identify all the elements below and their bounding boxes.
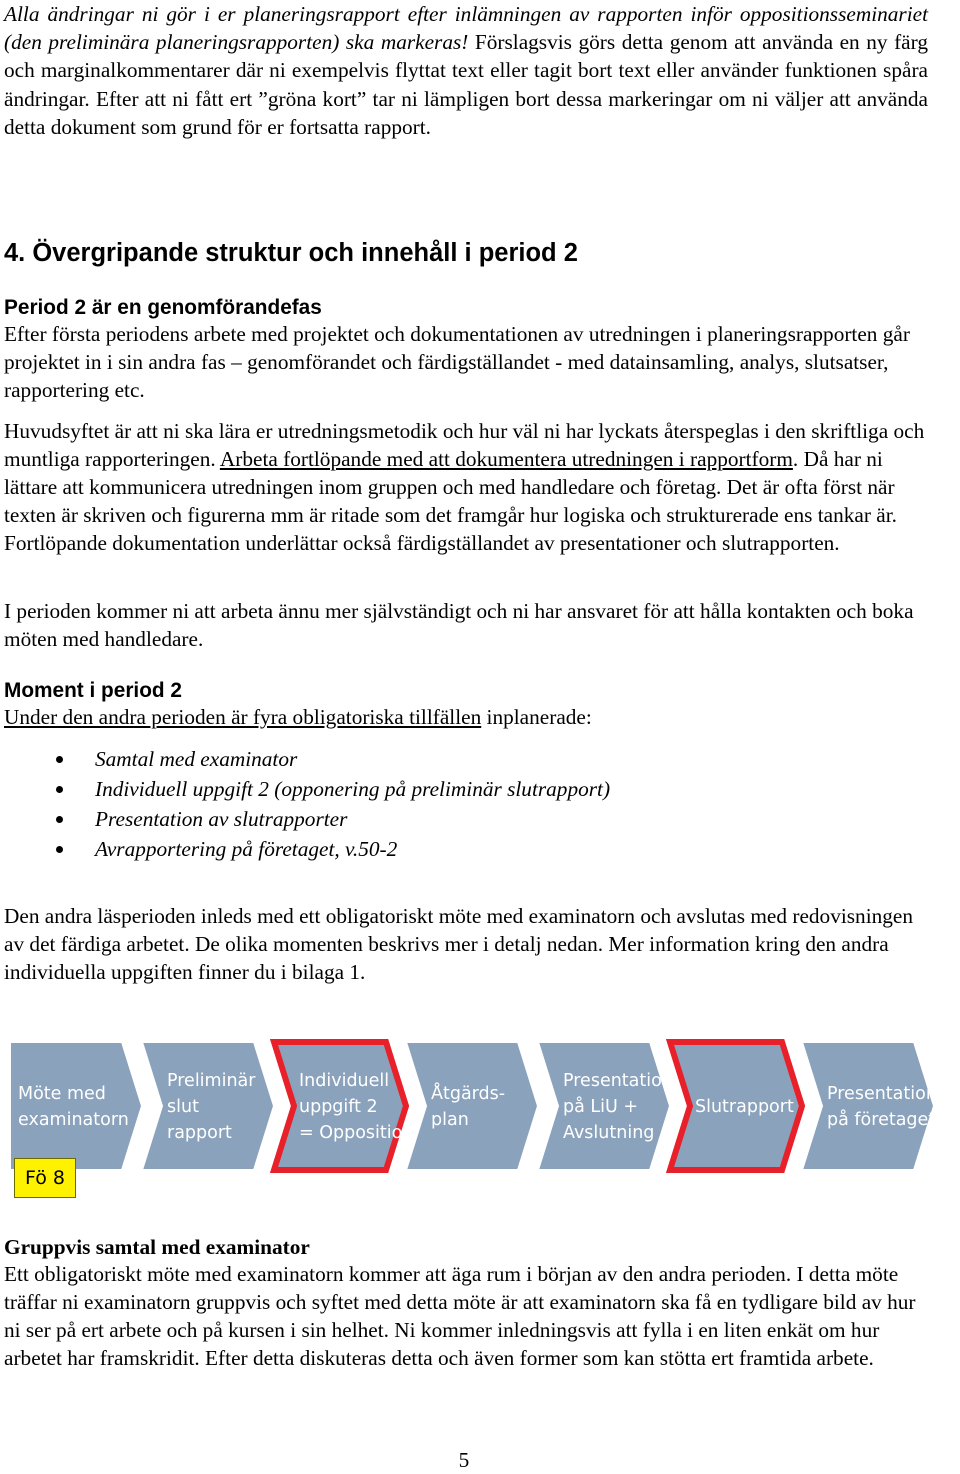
flow-step-label: examinatorn [18,1110,129,1130]
bullet-icon [56,846,63,853]
intro-paragraph [4,0,928,141]
flow-step-label: Möte med [18,1084,106,1104]
flow-step-shape [802,1042,934,1170]
moments-heading: Moment i period 2 [4,679,182,702]
flow-step-label: Avslutning [563,1123,655,1143]
section-heading: 4. Övergripande struktur och innehåll i period 2 [4,239,578,267]
flow-step-label: Presentation [563,1071,673,1091]
list-item [56,834,610,864]
moments-list [56,744,610,864]
list-item-text: Individuell uppgift 2 (opponering på preliminär slutrapport) [95,777,611,801]
process-flow-diagram [0,1030,960,1210]
flow-step-label: Presentation [827,1084,937,1104]
moments-intro [4,703,928,731]
intro-text: Förslagsvis görs detta genom att använda en ny färg och marginalkommentarer där ni exempelvis flyttat text eller tagit bort text eller använder funktionen spåra ändringar. Efter att ni fått ert ”gröna kort” tar ni lämpligen bort dessa markeringar om ni väljer att använda detta dokument som grund för er fortsatta rapport. [4,30,928,139]
flow-step-label: Individuell [299,1071,390,1091]
flow-step-label: = Opposition [299,1123,414,1143]
flow-step-label: uppgift 2 [299,1097,378,1117]
list-item-text: Avrapportering på företaget, v.50-2 [95,837,398,861]
list-item [56,804,610,834]
period2-paragraph-2 [4,417,928,557]
period2-p2-text-b: . Då har ni lättare att kommunicera utredningen inom gruppen och med handledare och företag. Det är ofta först när texten är skriven och figurerna mm är ritade som det framgår hur logiska och strukturerade ens tankar är. Fortlöpande dokumentation underlättar också färdigställandet av presentationer och slutrapporten. [4,447,897,556]
moments-intro-rest: inplanerade: [481,705,592,729]
list-item-text: Presentation av slutrapporter [95,807,348,831]
page-number: 5 [458,1448,470,1472]
bullet-icon [56,756,63,763]
period2-paragraph-3: I perioden kommer ni att arbeta ännu mer självständigt och ni har ansvaret för att hålla kontakten och boka möten med handledare. [4,599,914,652]
period2-paragraph-1: Efter första periodens arbete med projektet och dokumentationen av utredningen i planeringsrapporten går projektet in i sin andra fas – genomförandet och färdigställandet - med datainsamling, analys, slutsatser, rapportering etc. [4,322,910,403]
flow-step-label: slut [167,1097,199,1117]
flow-step-shape [142,1042,274,1170]
bullet-icon [56,816,63,823]
list-item [56,774,610,804]
samtal-paragraph: Ett obligatoriskt möte med examinatorn kommer att äga rum i början av den andra perioden. I detta möte träffar ni examinatorn gruppvis och syftet med detta möte är att examinatorn ska få en tydligare bild av hur ni ser på ert arbete och på kursen i sin helhet. Ni kommer inledningsvis att fylla i en liten enkät om hur arbetet har framskridit. Efter detta diskuteras detta och även former som kan stötta ert framtida arbete. [4,1262,916,1371]
list-item-text: Samtal med examinator [95,747,298,771]
flow-step-label: plan [431,1110,469,1130]
flow-step-label: Åtgärds- [431,1084,506,1104]
period2-p2-underlined: Arbeta fortlöpande med att dokumentera utredningen i rapportform [219,447,793,472]
period2-heading: Period 2 är en genomförandefas [4,296,322,319]
list-item [56,744,610,774]
flow-step-shape [10,1042,142,1170]
intro-italic-text: Alla ändringar ni gör i er planeringsrapport efter inlämningen av rapporten inför oppositionsseminariet (den preliminära planeringsrapporten) ska markeras! [4,2,928,55]
bullet-icon [56,786,63,793]
moments-intro-underlined: Under den andra perioden är fyra obligatoriska tillfällen [4,705,482,729]
flow-step-label: på företaget [827,1110,936,1130]
flow-step-label: på LiU + [563,1097,639,1117]
lecture-badge: Fö 8 [14,1158,76,1198]
flow-step-label: Preliminär [167,1071,256,1091]
flow-step-label: rapport [167,1123,232,1143]
flow-step-label: Slutrapport [695,1097,794,1117]
moments-paragraph: Den andra läsperioden inleds med ett obligatoriskt möte med examinatorn och avslutas med redovisningen av det färdiga arbetet. De olika momenten beskrivs mer i detalj nedan. Mer information kring den andra individuella uppgiften finner du i bilaga 1. [4,904,914,985]
period2-p2-text-a: Huvudsyftet är att ni ska lära er utredningsmetodik och hur väl ni har lyckats återspeglas i den skriftliga och muntliga rapporteringen. [4,419,925,472]
samtal-heading: Gruppvis samtal med examinator [4,1235,310,1259]
flow-step-shape [406,1042,538,1170]
